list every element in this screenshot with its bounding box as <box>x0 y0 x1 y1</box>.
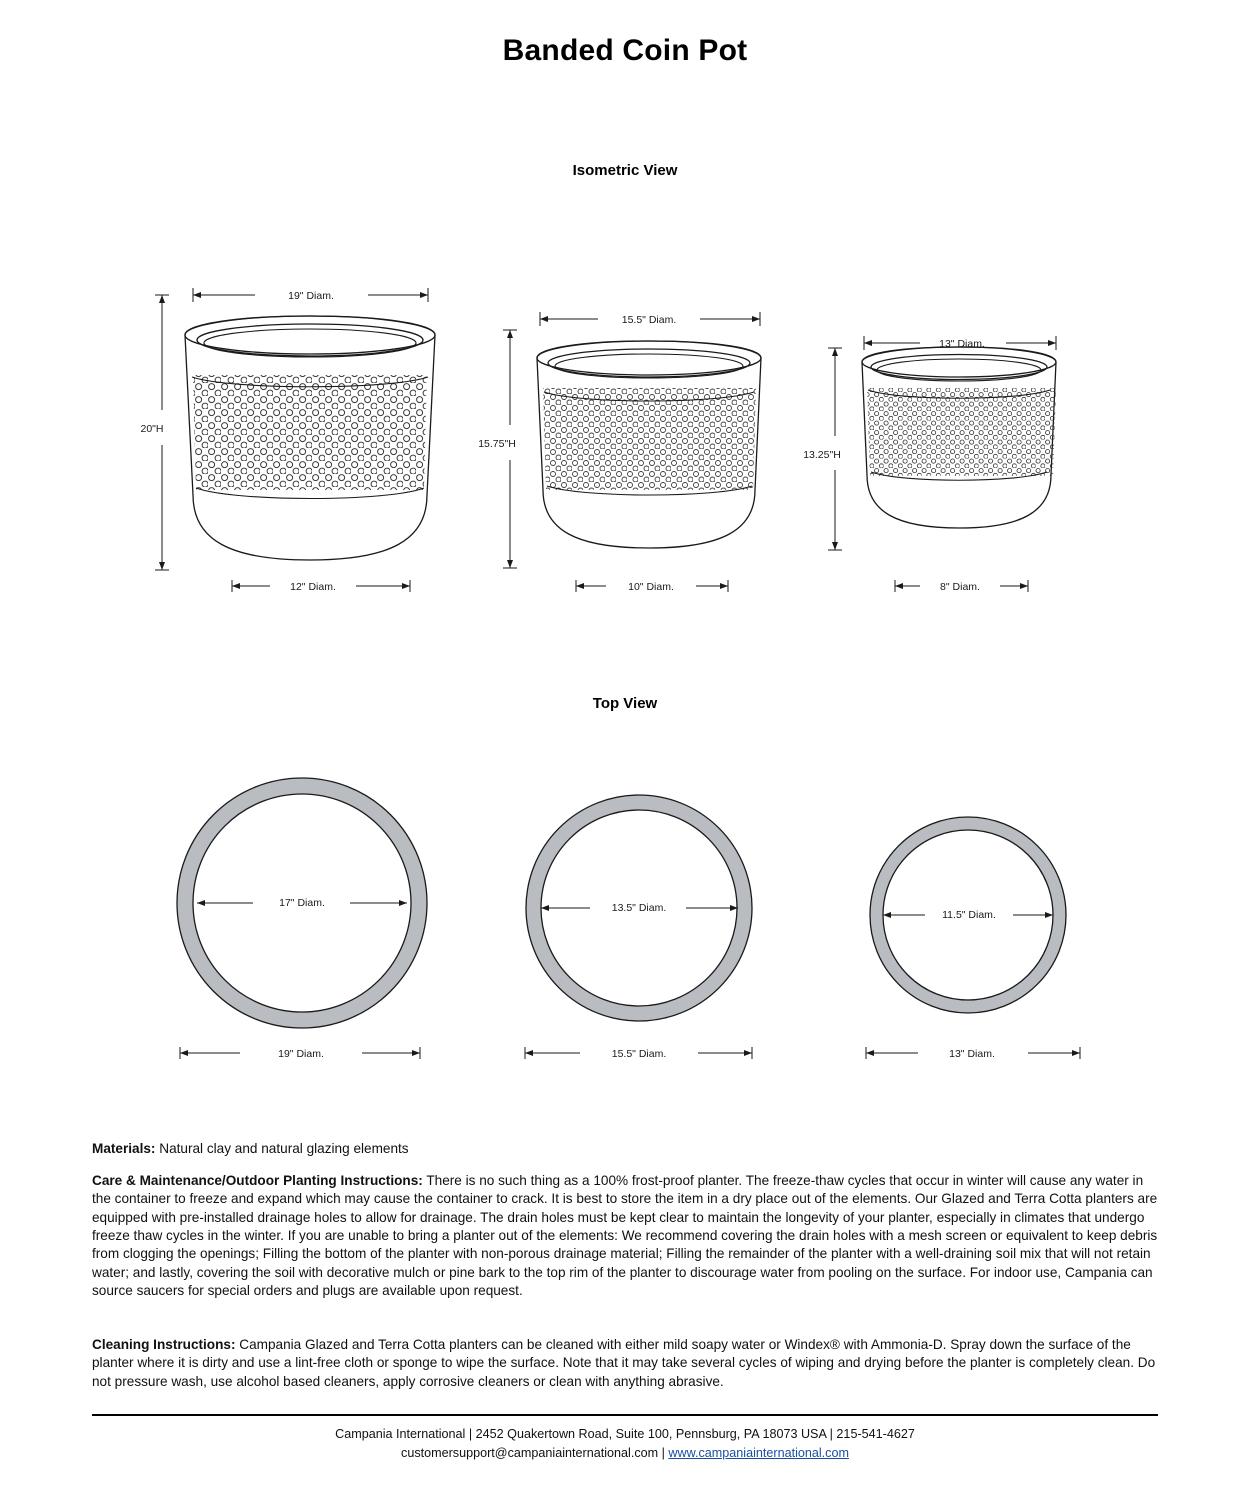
top-view-large <box>177 778 427 1060</box>
care-text: There is no such thing as a 100% frost-proof planter. The freeze-thaw cycles that occur in winter will cause any water in the container to freeze and expand which may cause the container to crack. It is best to store the item in a dry place out of the elements. Our Glazed and Terra Cotta planters are equipped with pre-installed drainage holes to allow for drainage. The drain holes must be kept clear to maintain the longevity of your planter, especially in climates that undergo freeze thaw cycles in the winter. If you are unable to bring a planter out of the elements: We recommend covering the drain holes with a mesh screen or equivalent to keep debris from clogging the openings; Filling the bottom of the planter with non-porous drainage material; Filling the remainder of the planter with a well-draining soil mix that will not retain water; and lastly, covering the soil with decorative mulch or pine bark to the top rim of the planter to discourage water from pooling on the surface. For indoor use, Campania can source saucers for special orders and plugs are available upon request. <box>92 1173 1158 1299</box>
footer-website-link[interactable]: www.campaniainternational.com <box>668 1445 849 1460</box>
top-view-small <box>866 817 1080 1060</box>
care-paragraph <box>92 1172 1158 1300</box>
footer-divider <box>92 1414 1158 1416</box>
top-large-inner-diameter: 17" Diam. <box>279 897 325 909</box>
top-medium-outer-diameter: 15.5" Diam. <box>611 1048 667 1060</box>
footer-address-line: Campania International | 2452 Quakertown Road, Suite 100, Pennsburg, PA 18073 USA | 215-541-4627 <box>335 1427 915 1441</box>
footer <box>0 1425 1250 1463</box>
footer-contact-line <box>0 1444 1250 1463</box>
top-medium-inner-diameter: 13.5" Diam. <box>611 902 667 914</box>
section-heading-isometric: Isometric View <box>572 162 678 179</box>
page-title: Banded Coin Pot <box>502 34 748 67</box>
cleaning-text: Campania Glazed and Terra Cotta planters can be cleaned with either mild soapy water or Windex® with Ammonia-D. Spray down the surface of the planter where it is dirty and use a lint-free cloth or sponge to wipe the surface. Note that it may take several cycles of wiping and drying before the planter is completely clean. Do not pressure wash, use alcohol based cleaners, apply corrosive cleaners or clean with anything abrasive. <box>92 1337 1156 1389</box>
iso-small-top-diameter: 13" Diam. <box>939 338 985 350</box>
iso-large-height: 20"H <box>140 423 164 435</box>
materials-text: Natural clay and natural glazing elements <box>155 1141 409 1156</box>
top-view-medium <box>525 795 752 1060</box>
cleaning-paragraph <box>92 1336 1158 1391</box>
cleaning-label: Cleaning Instructions: <box>92 1337 236 1352</box>
iso-medium-base-diameter: 10" Diam. <box>628 581 674 593</box>
footer-email-text: customersupport@campaniainternational.com | <box>401 1445 669 1460</box>
top-view-drawings <box>0 775 1250 1115</box>
care-label: Care & Maintenance/Outdoor Planting Instructions: <box>92 1173 423 1188</box>
iso-large-top-diameter: 19" Diam. <box>288 290 334 302</box>
iso-small-height: 13.25"H <box>803 449 841 461</box>
iso-medium-top-diameter: 15.5" Diam. <box>621 314 677 326</box>
top-small-outer-diameter: 13" Diam. <box>949 1048 995 1060</box>
materials-label: Materials: <box>92 1141 156 1156</box>
iso-large-base-diameter: 12" Diam. <box>290 581 336 593</box>
materials-paragraph <box>92 1140 1158 1158</box>
section-heading-topview: Top View <box>592 695 658 712</box>
iso-small-base-diameter: 8" Diam. <box>940 581 980 593</box>
top-small-inner-diameter: 11.5" Diam. <box>942 909 996 921</box>
iso-medium-height: 15.75"H <box>478 438 516 450</box>
top-large-outer-diameter: 19" Diam. <box>278 1048 324 1060</box>
